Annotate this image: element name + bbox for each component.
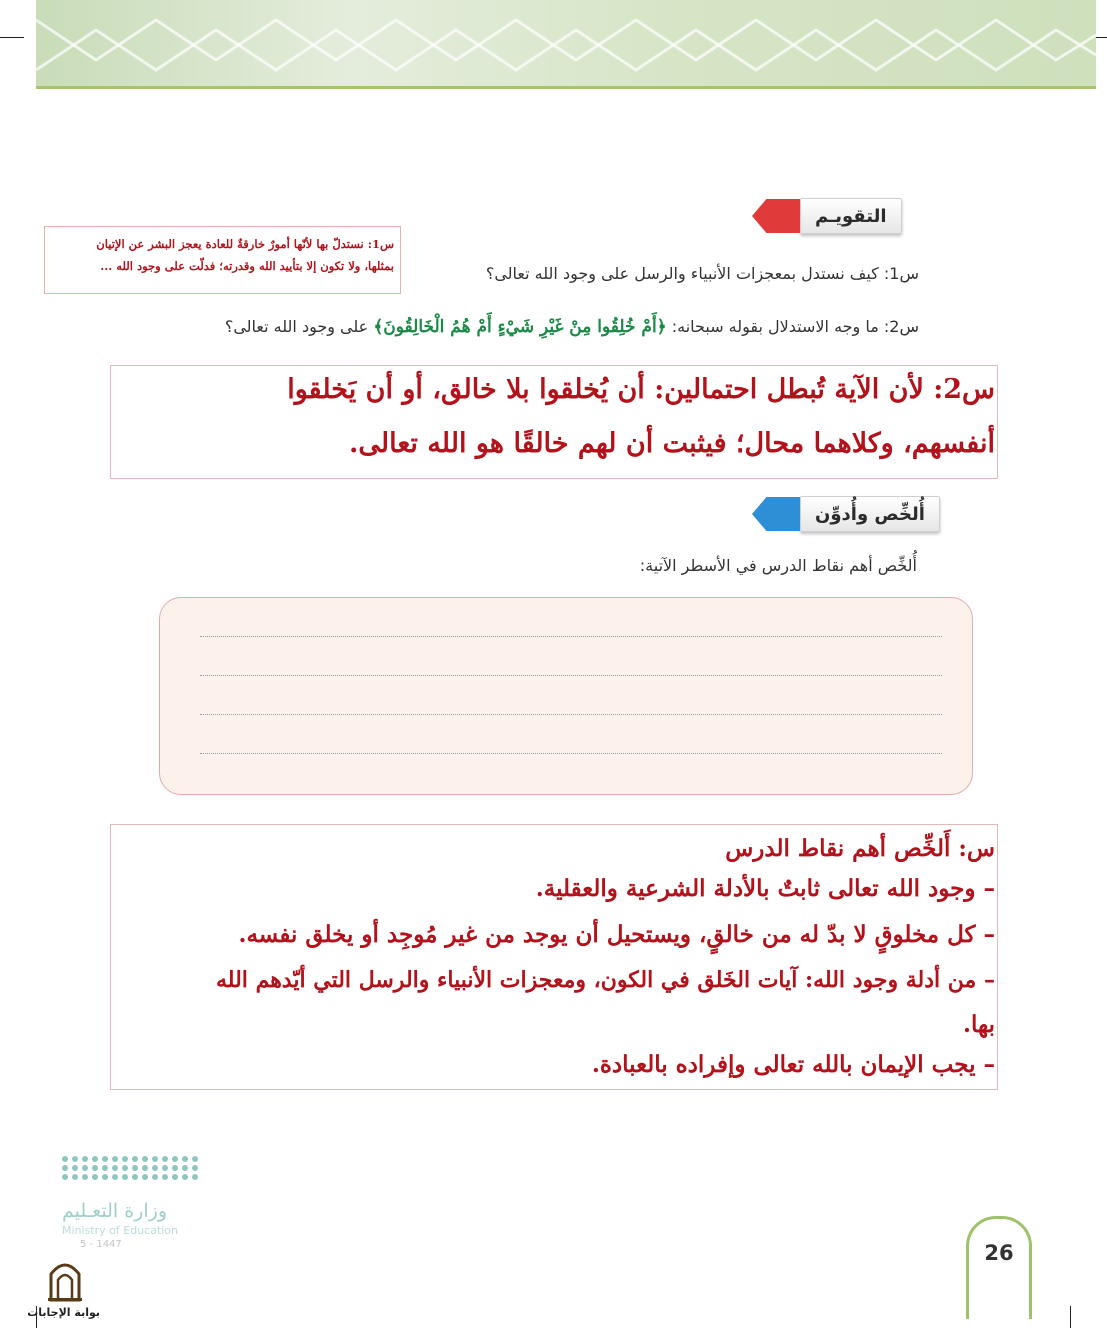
q2-answer-line2: أنفسهم، وكلاهما محال؛ فيثبت أن لهم خالقًا هو الله تعالى. (349, 428, 995, 459)
q1-answer-line2: بمثلها، ولا تكون إلا بتأييد الله وقدرته؛ فدلّت على وجود الله ... (100, 259, 394, 273)
ministry-dots-icon (62, 1156, 202, 1180)
summary-item: – وجود الله تعالى ثابتٌ بالأدلة الشرعية والعقلية. (535, 875, 995, 902)
watermark-text: بوابة الإجابات (27, 1306, 100, 1319)
writing-line (200, 753, 942, 754)
ministry-year: 5 - 1447 (80, 1239, 122, 1250)
q1-answer-note (44, 226, 401, 294)
writing-line (200, 675, 942, 676)
summary-answer-title: س: أَلخِّص أهم نقاط الدرس (725, 835, 995, 862)
page-number-tab (966, 1216, 1032, 1319)
crop-mark (1070, 1306, 1071, 1328)
summary-item: – من أدلة وجود الله: آيات الخَلق في الكون، ومعجزات الأنبياء والرسل التي أيّدهم الله (216, 967, 995, 993)
question-2-suffix: على وجود الله تعالى؟ (224, 317, 369, 336)
writing-line (200, 714, 942, 715)
page-number: 26 (984, 1241, 1014, 1265)
summary-item-continued: بها. (962, 1011, 995, 1038)
summary-item: – كل مخلوقٍ لا بدّ له من خالقٍ، ويستحيل أن يوجد من غير مُوجِد أو يخلق نفسه. (238, 921, 995, 948)
summarize-badge-label: أُلخِّص وأُدوِّن (800, 496, 940, 532)
summary-item: – يجب الإيمان بالله تعالى وإفراده بالعبادة. (591, 1051, 995, 1078)
evaluation-badge (752, 198, 902, 234)
quran-verse: ﴿أَمْ خُلِقُوا مِنْ غَيْرِ شَيْءٍ أَمْ هُمُ الْخَالِقُونَ﴾ (373, 317, 667, 337)
summarize-badge (752, 496, 940, 532)
question-2 (225, 316, 919, 337)
q2-answer-box (110, 365, 998, 479)
q2-answer-line1: س2: لأن الآية تُبطل احتمالين: أن يُخلقوا بلا خالق، أو أن يَخلقوا (287, 374, 995, 405)
mosque-lantern-icon (45, 1258, 85, 1302)
summary-answer-box (110, 824, 998, 1090)
ministry-logo (62, 1156, 202, 1250)
ministry-name-ar: وزارة التعـليم (62, 1200, 168, 1222)
summarize-instruction: أُلخِّص أهم نقاط الدرس في الأسطر الآتية: (639, 556, 917, 575)
header-divider-line (36, 86, 1096, 89)
watermark (27, 1258, 100, 1319)
summary-writing-area[interactable] (159, 597, 973, 795)
islamic-pattern-decoration (36, 0, 1096, 86)
red-ribbon-icon (752, 199, 800, 233)
writing-line (200, 636, 942, 637)
evaluation-badge-label: التقويـم (800, 198, 902, 234)
blue-ribbon-icon (752, 497, 800, 531)
ministry-name-en: Ministry of Education (62, 1224, 179, 1237)
q1-answer-line1: س1: نستدلّ بها لأنّها أمورٌ خارقةٌ للعادة يعجز البشر عن الإتيان (96, 237, 394, 251)
question-2-prefix: س2: ما وجه الاستدلال بقوله سبحانه: (671, 317, 919, 336)
header-pattern-band (36, 0, 1096, 86)
crop-mark (0, 37, 24, 38)
question-1: س1: كيف نستدل بمعجزات الأنبياء والرسل على وجود الله تعالى؟ (485, 264, 919, 283)
